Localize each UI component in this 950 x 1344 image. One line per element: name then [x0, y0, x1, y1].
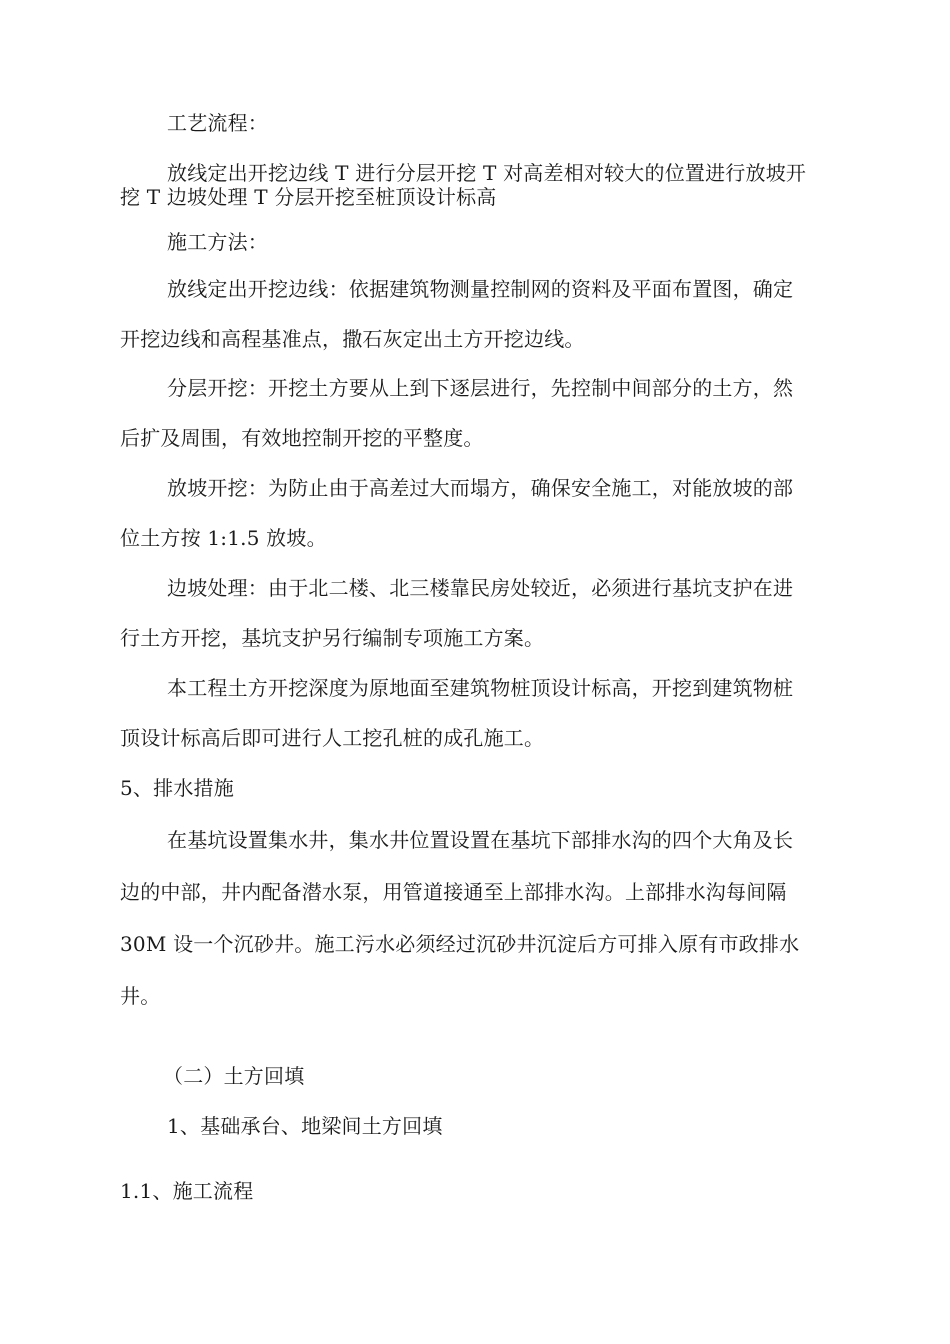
text-line-edge-2: 行土方开挖，基坑支护另行编制专项施工方案。: [120, 626, 545, 650]
text-line-drainage-1: 在基坑设置集水井，集水井位置设置在基坑下部排水沟的四个大角及长: [167, 828, 794, 852]
text-line-drainage-2: 边的中部，井内配备潜水泵，用管道接通至上部排水沟。上部排水沟每间隔: [120, 880, 787, 904]
section-heading-drainage: 5、排水措施: [120, 776, 234, 800]
text-line-slope-2: 位土方按 1:1.5 放坡。: [120, 526, 327, 550]
subsection-heading-process: 1.1、施工流程: [120, 1179, 254, 1203]
text-line-depth-2: 顶设计标高后即可进行人工挖孔桩的成孔施工。: [120, 726, 545, 750]
text-line-edge-1: 边坡处理：由于北二楼、北三楼靠民房处较近，必须进行基坑支护在进: [167, 576, 794, 600]
text-line-drainage-4: 井。: [120, 984, 161, 1008]
section-heading-backfill: （二）土方回填: [163, 1064, 305, 1088]
text-line-slope-1: 放坡开挖：为防止由于高差过大而塌方，确保安全施工，对能放坡的部: [167, 476, 794, 500]
text-line-drainage-3: 30M 设一个沉砂井。施工污水必须经过沉砂井沉淀后方可排入原有市政排水: [120, 932, 800, 956]
text-line-process-flow-2: 挖 T 边坡处理 T 分层开挖至桩顶设计标高: [120, 185, 497, 209]
text-line-method-heading: 施工方法：: [167, 230, 268, 254]
text-line-depth-1: 本工程土方开挖深度为原地面至建筑物桩顶设计标高，开挖到建筑物桩: [167, 676, 794, 700]
text-line-process-heading: 工艺流程：: [167, 111, 268, 135]
text-line-staking-2: 开挖边线和高程基准点，撒石灰定出土方开挖边线。: [120, 327, 585, 351]
text-line-staking-1: 放线定出开挖边线：依据建筑物测量控制网的资料及平面布置图，确定: [167, 277, 794, 301]
text-line-layered-2: 后扩及周围，有效地控制开挖的平整度。: [120, 426, 484, 450]
text-line-layered-1: 分层开挖：开挖土方要从上到下逐层进行，先控制中间部分的土方，然: [167, 376, 794, 400]
subsection-heading-cap-backfill: 1、基础承台、地梁间土方回填: [167, 1114, 443, 1138]
text-line-process-flow-1: 放线定出开挖边线 T 进行分层开挖 T 对高差相对较大的位置进行放坡开: [167, 161, 807, 185]
